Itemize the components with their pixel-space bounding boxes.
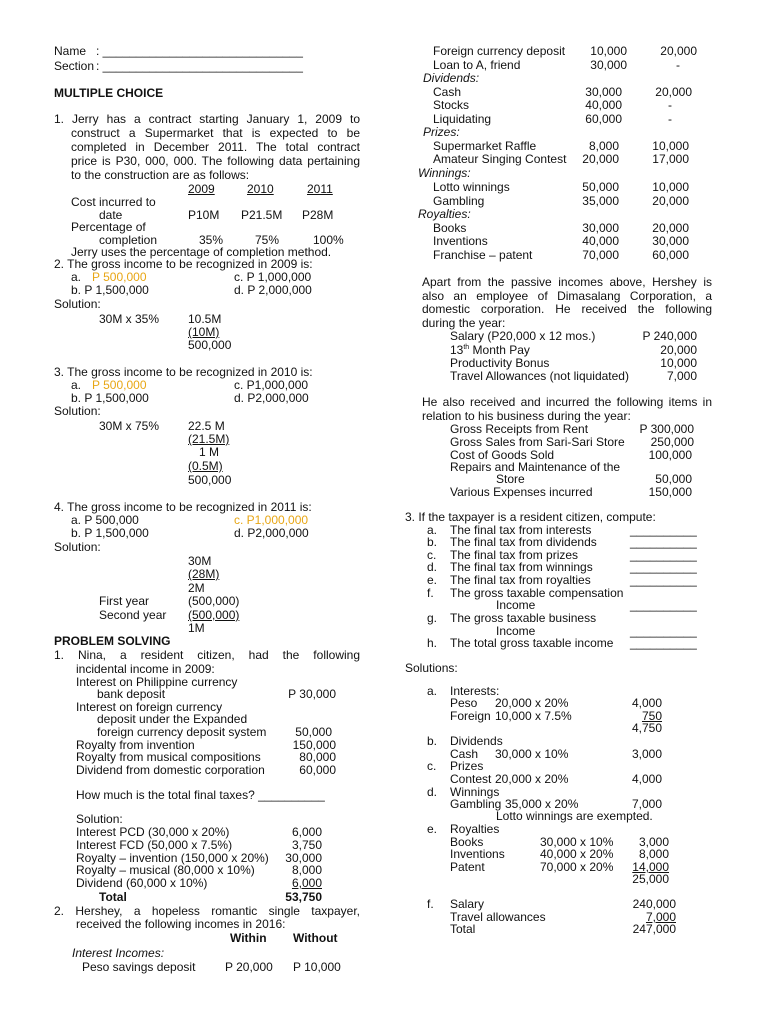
- name-label: Name: [54, 44, 87, 58]
- row-label: Supermarket Raffle: [433, 139, 537, 153]
- section-label: Section: [54, 59, 95, 73]
- business-value: 100,000: [648, 448, 692, 462]
- travel-label: Travel Allowances (not liquidated): [450, 369, 629, 383]
- q2-line: (10M): [188, 325, 220, 339]
- business-label: Repairs and Maintenance of the: [450, 460, 621, 474]
- sol-calc: 30,000 x 10%: [495, 747, 569, 761]
- sol-calc: 20,000 x 20%: [495, 696, 569, 710]
- item-text: The final tax from dividends: [450, 535, 597, 549]
- option-c: c. P1,000,000: [234, 378, 309, 392]
- row-label: Gambling: [433, 194, 485, 208]
- income-label: bank deposit: [97, 687, 166, 701]
- p1-question: How much is the total final taxes? __________: [76, 788, 325, 802]
- row-without: 20,000: [652, 194, 689, 208]
- p1-line: incidental income in 2009:: [76, 662, 215, 676]
- business-value: 50,000: [655, 472, 692, 486]
- row-without: 20,000: [652, 221, 689, 235]
- row-label: Foreign currency deposit: [433, 44, 566, 58]
- sol-label: Inventions: [450, 847, 505, 861]
- sol-calc: 40,000 x 20%: [540, 847, 614, 861]
- sol-value: 3,000: [631, 747, 662, 761]
- year-2011: 2011: [307, 182, 333, 196]
- solution-label: Solution:: [54, 540, 101, 554]
- item-text: The final tax from royalties: [450, 573, 591, 587]
- item-text: Income: [496, 624, 536, 638]
- business-label: Gross Receipts from Rent: [450, 422, 589, 436]
- month-pay-value: 20,000: [660, 343, 697, 357]
- p1-line: 1. Nina, a resident citizen, had the following: [54, 648, 360, 662]
- sol-value: 4,000: [631, 696, 662, 710]
- sol-label: Total: [450, 922, 476, 936]
- col-within: Within: [230, 931, 267, 945]
- solution-label: Solution:: [54, 404, 101, 418]
- sol-label: Contest: [450, 772, 492, 786]
- item-letter: e.: [427, 573, 438, 587]
- year-2009: 2009: [188, 182, 215, 196]
- row-within: 20,000: [582, 152, 619, 166]
- sol-letter: b.: [427, 734, 438, 748]
- q3-line: 500,000: [188, 473, 232, 487]
- sol-letter: a.: [427, 684, 438, 698]
- row-within: 8,000: [588, 139, 619, 153]
- month-pay-label: 13th Month Pay: [450, 343, 530, 357]
- q4-line: 2M: [188, 581, 205, 595]
- row-within: 40,000: [582, 234, 619, 248]
- row-without: -: [676, 58, 680, 72]
- bonus-label: Productivity Bonus: [450, 356, 550, 370]
- option-d: d. P 2,000,000: [234, 283, 312, 297]
- row-without: 60,000: [652, 248, 689, 262]
- sol-letter: c.: [427, 759, 437, 773]
- sol-label: Peso: [450, 696, 478, 710]
- option-b: b. P 1,500,000: [71, 391, 149, 405]
- pct-2010: 75%: [255, 233, 280, 247]
- row-label: Inventions: [433, 234, 488, 248]
- q4-stem: 4. The gross income to be recognized in 2011 is:: [54, 500, 312, 514]
- solution-label: Dividend (60,000 x 10%): [76, 876, 208, 890]
- option-d: d. P2,000,000: [234, 526, 309, 540]
- row-label: Books: [433, 221, 467, 235]
- interest-heading: Interest Incomes:: [72, 946, 165, 960]
- section-line: : ______________________________: [96, 59, 303, 73]
- q1-line: price is P30, 000, 000. The following data pertaining: [71, 154, 360, 168]
- para-line: also an employee of Dimasalang Corporation, a: [422, 289, 712, 303]
- row-pct-label: Percentage of: [71, 220, 146, 234]
- solution-value: 6,000: [291, 825, 322, 839]
- income-value: 60,000: [299, 763, 336, 777]
- q4-final: 1M: [188, 621, 205, 635]
- sol-label: Gambling: [450, 797, 502, 811]
- sol-letter: d.: [427, 785, 438, 799]
- group-heading: Prizes:: [423, 125, 460, 139]
- income-value: P 30,000: [288, 687, 336, 701]
- row-label: Loan to A, friend: [433, 58, 521, 72]
- sol-calc: 30,000 x 10%: [540, 835, 614, 849]
- answer-blank: __________: [630, 523, 697, 537]
- sol-value: 14,000: [632, 860, 669, 874]
- row-within: 30,000: [590, 58, 627, 72]
- business-label: Cost of Goods Sold: [450, 448, 555, 462]
- business-label: Store: [496, 472, 525, 486]
- row-cost-label: Cost incurred to: [71, 195, 156, 209]
- row-without: 10,000: [652, 180, 689, 194]
- item-text: Income: [496, 598, 536, 612]
- sol-label: Books: [450, 835, 484, 849]
- income-value: 80,000: [299, 750, 336, 764]
- cost-2009: P10M: [188, 208, 220, 222]
- answer-blank: __________: [630, 624, 697, 638]
- answer-blank: __________: [630, 573, 697, 587]
- item-text: The final tax from prizes: [450, 548, 579, 562]
- total-value: 53,750: [285, 890, 322, 904]
- peso-without: P 10,000: [293, 960, 341, 974]
- row-within: 10,000: [590, 44, 627, 58]
- sol-note: Lotto winnings are exempted.: [496, 809, 653, 823]
- row-label: Liquidating: [433, 112, 492, 126]
- solutions-label: Solutions:: [405, 661, 458, 675]
- solution-value: 8,000: [291, 863, 322, 877]
- sol-label: Travel allowances: [450, 910, 546, 924]
- q3-calc: 30M x 75%: [99, 419, 160, 433]
- row-label: Amateur Singing Contest: [433, 152, 567, 166]
- sol-calc: 35,000 x 20%: [505, 797, 579, 811]
- sol-label: Salary: [450, 897, 485, 911]
- item-letter: g.: [427, 611, 438, 625]
- answer-blank: __________: [630, 548, 697, 562]
- para-line: during the year:: [422, 316, 506, 330]
- income-label: Interest on foreign currency: [76, 700, 223, 714]
- q2-stem: 2. The gross income to be recognized in 2009 is:: [54, 257, 313, 271]
- first-year-value: (500,000): [188, 594, 240, 608]
- solution-label: Royalty – musical (80,000 x 10%): [76, 863, 255, 877]
- salary-label: Salary (P20,000 x 12 mos.): [450, 329, 596, 343]
- sol-total: 4,750: [631, 721, 662, 735]
- row-label: Cash: [433, 85, 462, 99]
- answer-blank: __________: [630, 598, 697, 612]
- row-label: Franchise – patent: [433, 248, 533, 262]
- row-without: 10,000: [652, 139, 689, 153]
- solution-label: Royalty – invention (150,000 x 20%): [76, 851, 269, 865]
- peso-within: P 20,000: [225, 960, 273, 974]
- cost-2010: P21.5M: [241, 208, 283, 222]
- solution-label: Interest FCD (50,000 x 7.5%): [76, 838, 233, 852]
- row-within: 35,000: [582, 194, 619, 208]
- group-heading: Dividends:: [423, 71, 480, 85]
- item-text: The total gross taxable income: [450, 636, 614, 650]
- sol-heading: Interests:: [450, 684, 500, 698]
- sol-letter: e.: [427, 822, 438, 836]
- second-year-value: (500,000): [188, 608, 240, 622]
- option-a-answer: P 500,000: [92, 270, 147, 284]
- para-line: He also received and incurred the following items in: [422, 395, 712, 409]
- option-c-answer: c. P1,000,000: [234, 513, 309, 527]
- row-within: 40,000: [585, 98, 622, 112]
- total-label: Total: [99, 890, 127, 904]
- q3-line: 1 M: [199, 445, 220, 459]
- row-without: 20,000: [660, 44, 697, 58]
- solution-value: 3,750: [291, 838, 322, 852]
- para-line: relation to his business during the year:: [422, 409, 631, 423]
- row-without: 17,000: [652, 152, 689, 166]
- solution-value: 30,000: [285, 851, 322, 865]
- para-line: domestic corporation. He received the following: [422, 302, 712, 316]
- q1-line: to the construction are as follows:: [71, 168, 250, 182]
- cost-2011: P28M: [302, 208, 334, 222]
- name-line: : ______________________________: [96, 44, 303, 58]
- solution-label: Interest PCD (30,000 x 20%): [76, 825, 230, 839]
- business-value: P 300,000: [639, 422, 694, 436]
- solution-value: 6,000: [291, 876, 322, 890]
- multiple-choice-title: MULTIPLE CHOICE: [54, 86, 164, 100]
- sol-label: Patent: [450, 860, 485, 874]
- business-label: Various Expenses incurred: [450, 485, 593, 499]
- income-label: foreign currency deposit system: [97, 725, 267, 739]
- sol-calc: 10,000 x 7.5%: [495, 709, 572, 723]
- peso-label: Peso savings deposit: [82, 960, 196, 974]
- sol-value: 3,000: [638, 835, 669, 849]
- first-year-label: First year: [99, 594, 150, 608]
- row-label: Lotto winnings: [433, 180, 510, 194]
- q3-line: (21.5M): [188, 432, 230, 446]
- item-letter: b.: [427, 535, 438, 549]
- income-label: deposit under the Expanded: [97, 712, 248, 726]
- option-a-letter: a.: [71, 378, 82, 392]
- option-a-letter: a.: [71, 270, 82, 284]
- row-pct-label: completion: [99, 233, 158, 247]
- option-a: a. P 500,000: [71, 513, 139, 527]
- row-without: 30,000: [652, 234, 689, 248]
- sol-heading: Winnings: [450, 785, 500, 799]
- sol-total: 25,000: [632, 872, 669, 886]
- bonus-value: 10,000: [660, 356, 697, 370]
- p2-line: 2. Hershey, a hopeless romantic single taxpayer,: [54, 904, 360, 918]
- q2-line: 500,000: [188, 338, 232, 352]
- sol-value: 8,000: [638, 847, 669, 861]
- travel-value: 7,000: [666, 369, 697, 383]
- sol-value: 750: [641, 709, 662, 723]
- q1-method: Jerry uses the percentage of completion method.: [71, 245, 332, 259]
- q3-line: 22.5 M: [188, 419, 225, 433]
- row-label: Stocks: [433, 98, 470, 112]
- q1-line: 1. Jerry has a contract starting January 1, 2009 to: [54, 112, 360, 126]
- item-letter: c.: [427, 548, 437, 562]
- sol-label: Foreign: [450, 709, 491, 723]
- group-heading: Royalties:: [418, 207, 471, 221]
- sol-heading: Prizes: [450, 759, 484, 773]
- option-b: b. P 1,500,000: [71, 526, 149, 540]
- sol-label: Cash: [450, 747, 479, 761]
- item-letter: f.: [427, 586, 434, 600]
- q3-compute-stem: 3. If the taxpayer is a resident citizen, compute:: [405, 510, 656, 524]
- option-b: b. P 1,500,000: [71, 283, 149, 297]
- item-letter: d.: [427, 560, 438, 574]
- sol-value: 7,000: [645, 910, 676, 924]
- business-label: Gross Sales from Sari-Sari Store: [450, 435, 625, 449]
- q2-line: 10.5M: [188, 312, 222, 326]
- sol-value: 4,000: [631, 772, 662, 786]
- col-without: Without: [293, 931, 338, 945]
- para-line: Apart from the passive incomes above, Hershey is: [422, 275, 712, 289]
- income-label: Royalty from musical compositions: [76, 750, 261, 764]
- year-2010: 2010: [247, 182, 274, 196]
- q2-calc: 30M x 35%: [99, 312, 160, 326]
- income-label: Interest on Philippine currency: [76, 675, 238, 689]
- sol-heading: Dividends: [450, 734, 503, 748]
- row-within: 70,000: [582, 248, 619, 262]
- row-within: 30,000: [585, 85, 622, 99]
- sol-value: 7,000: [631, 797, 662, 811]
- row-without: -: [668, 112, 672, 126]
- sol-calc: 20,000 x 20%: [495, 772, 569, 786]
- q3-stem: 3. The gross income to be recognized in 2010 is:: [54, 365, 313, 379]
- answer-blank: __________: [630, 535, 697, 549]
- sol-letter: f.: [427, 897, 434, 911]
- sol-heading: Royalties: [450, 822, 500, 836]
- row-within: 60,000: [585, 112, 622, 126]
- item-text: The final tax from winnings: [450, 560, 593, 574]
- row-without: -: [668, 98, 672, 112]
- pct-2011: 100%: [313, 233, 344, 247]
- option-c: c. P 1,000,000: [234, 270, 312, 284]
- q4-line: (28M): [188, 567, 220, 581]
- item-text: The gross taxable compensation: [450, 586, 624, 600]
- sol-total: 247,000: [632, 922, 676, 936]
- income-label: Dividend from domestic corporation: [76, 763, 265, 777]
- option-a-answer: P 500,000: [92, 378, 147, 392]
- q1-line: construct a Supermarket that is expected to be: [71, 126, 360, 140]
- income-value: 150,000: [292, 738, 336, 752]
- sol-value: 240,000: [632, 897, 676, 911]
- income-label: Royalty from invention: [76, 738, 195, 752]
- option-d: d. P2,000,000: [234, 391, 309, 405]
- item-text: The gross taxable business: [450, 611, 597, 625]
- problem-solving-title: PROBLEM SOLVING: [54, 634, 171, 648]
- item-text: The final tax from interests: [450, 523, 592, 537]
- q4-line: 30M: [188, 554, 212, 568]
- answer-blank: __________: [630, 636, 697, 650]
- q3-line: (0.5M): [188, 459, 223, 473]
- q1-line: completed in December 2011. The total contract: [71, 140, 360, 154]
- p2-line: received the following incomes in 2016:: [76, 917, 286, 931]
- item-letter: a.: [427, 523, 438, 537]
- row-without: 20,000: [655, 85, 692, 99]
- solution-label: Solution:: [76, 812, 123, 826]
- answer-blank: __________: [630, 560, 697, 574]
- business-value: 250,000: [650, 435, 694, 449]
- business-value: 150,000: [648, 485, 692, 499]
- row-within: 50,000: [582, 180, 619, 194]
- sol-calc: 70,000 x 20%: [540, 860, 614, 874]
- group-heading: Winnings:: [418, 166, 471, 180]
- pct-2009: 35%: [199, 233, 224, 247]
- income-value: 50,000: [295, 725, 332, 739]
- item-letter: h.: [427, 636, 438, 650]
- row-within: 30,000: [582, 221, 619, 235]
- salary-value: P 240,000: [642, 329, 697, 343]
- second-year-label: Second year: [99, 608, 167, 622]
- row-cost-label: date: [99, 208, 123, 222]
- solution-label: Solution:: [54, 297, 101, 311]
